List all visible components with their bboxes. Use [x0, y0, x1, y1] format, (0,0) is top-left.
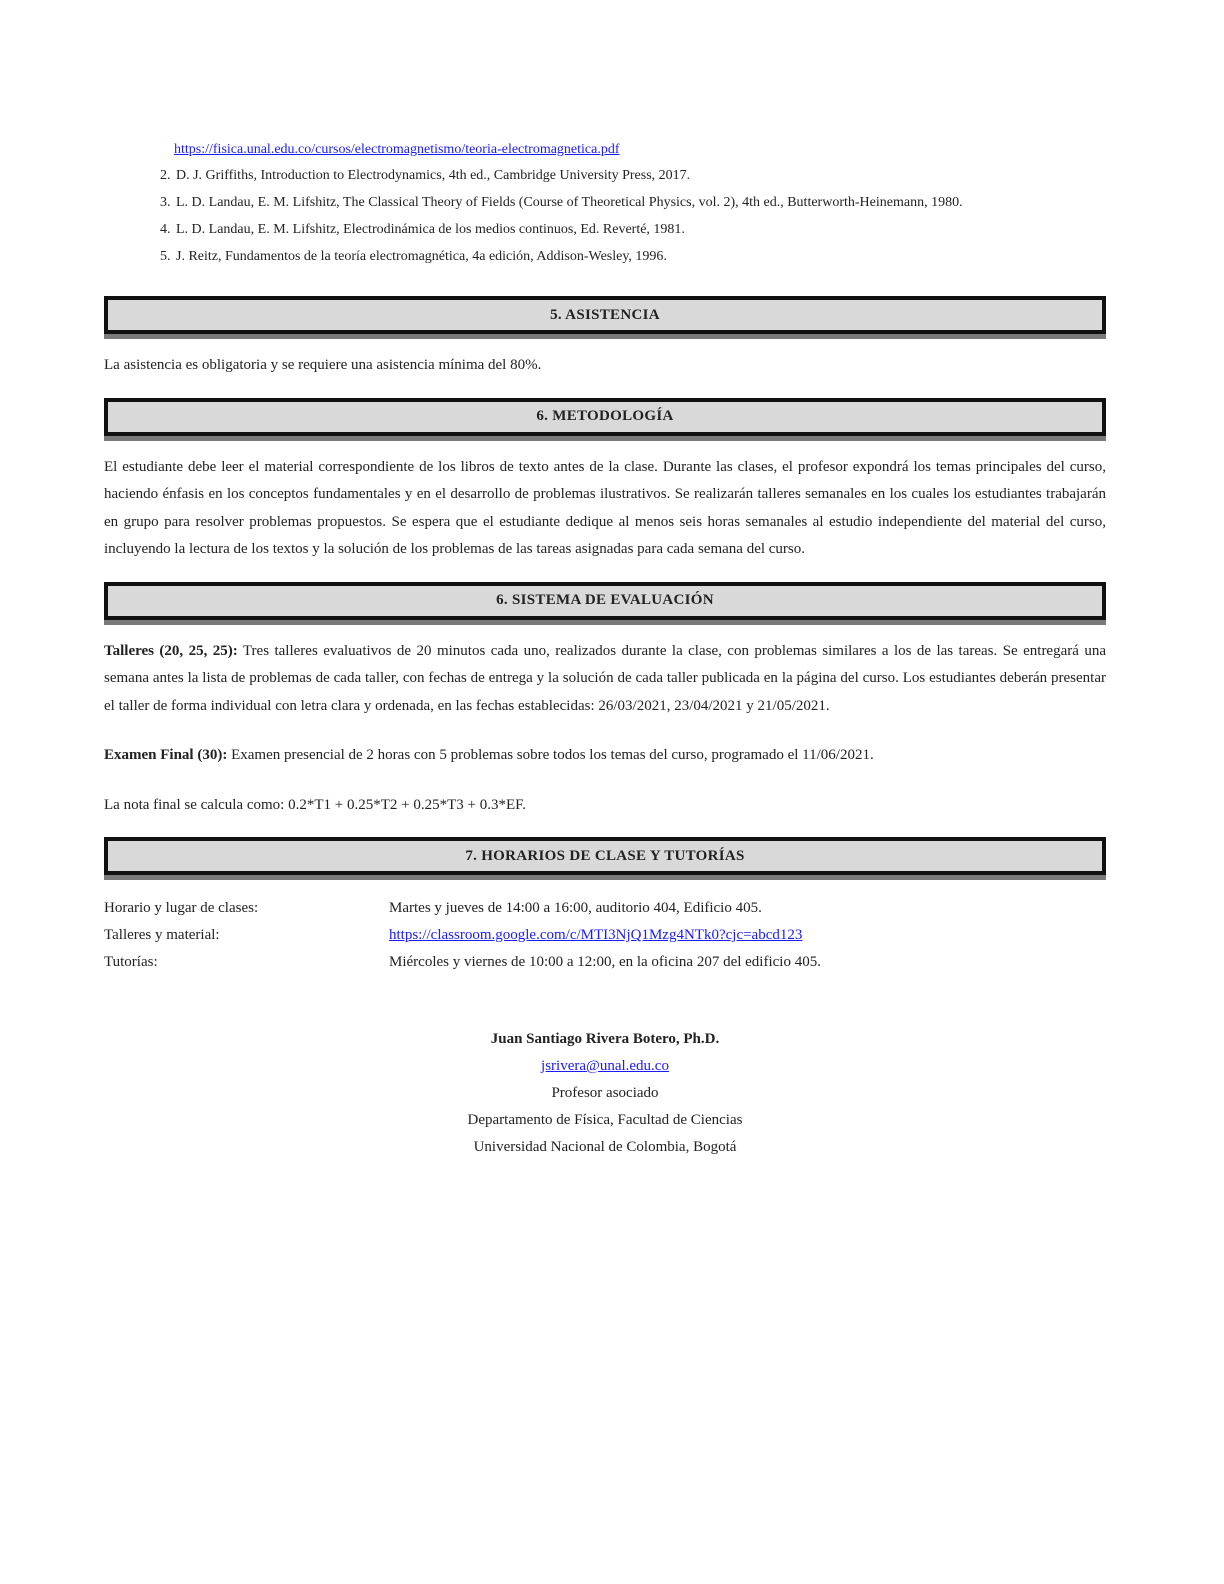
- schedule-label: Talleres y material:: [104, 927, 220, 943]
- evaluacion-text-2: Examen presencial de 2 horas con 5 problemas sobre todos los temas del curso, programado el 11/06/2021.: [227, 747, 874, 763]
- section-header-asistencia: [104, 296, 1106, 334]
- department: Departamento de Física, Facultad de Ciencias: [467, 1112, 743, 1128]
- reference-list: [104, 162, 1106, 270]
- section-title: 6. SISTEMA DE EVALUACIÓN: [496, 592, 714, 608]
- reference-link[interactable]: https://fisica.unal.edu.co/cursos/electromagnetismo/teoria-electromagnetica.pdf: [174, 142, 620, 157]
- reference-item: 3. L. D. Landau, E. M. Lifshitz, The Classical Theory of Fields (Course of Theoretical Physics, vol. 2), 4th ed., Butterworth-Heinemann, 1980.: [174, 189, 1106, 216]
- schedule-label: Horario y lugar de clases:: [104, 900, 259, 916]
- reference-item: 5. J. Reitz, Fundamentos de la teoría electromagnética, 4a edición, Addison-Wesley, 1996.: [174, 243, 1106, 270]
- metodologia-text: El estudiante debe leer el material correspondiente de los libros de texto antes de la clase. Durante las clases, el profesor expondrá los temas principales del curso, haciendo énfasis en los conceptos fundamentales y en el desarrollo de problemas ilustrativos. Se realizarán talleres semanales en los cuales los estudiantes trabajarán en grupo para resolver problemas propuestos. Se espera que el estudiante dedique al menos seis horas semanales al estudio independiente del material del curso, incluyendo la lectura de los textos y la solución de los problemas de las tareas asignadas para cada semana del curso.: [104, 458, 1106, 557]
- nota-final-text: La nota final se calcula como: 0.2*T1 + 0.25*T2 + 0.25*T3 + 0.3*EF.: [104, 796, 527, 813]
- schedule-table: [104, 895, 1106, 976]
- schedule-label: Tutorías:: [104, 954, 158, 970]
- reference-item: 2. D. J. Griffiths, Introduction to Electrodynamics, 4th ed., Cambridge University Press, 2017.: [174, 162, 1106, 189]
- evaluacion-label-1: Talleres (20, 25, 25):: [104, 642, 238, 659]
- document-page: [104, 140, 1106, 1161]
- section-title: 5. ASISTENCIA: [550, 306, 660, 323]
- schedule-row: [104, 949, 1106, 976]
- reference-item: 4. L. D. Landau, E. M. Lifshitz, Electrodinámica de los medios continuos, Ed. Reverté, 1981.: [174, 216, 1106, 243]
- asistencia-text: La asistencia es obligatoria y se requiere una asistencia mínima del 80%.: [104, 357, 542, 373]
- section-header-horarios: [104, 837, 1106, 875]
- email-link[interactable]: jsrivera@unal.edu.co: [541, 1058, 669, 1074]
- professor-name: Juan Santiago Rivera Botero, Ph.D.: [490, 1031, 720, 1047]
- evaluacion-text-1: Tres talleres evaluativos de 20 minutos cada uno, realizados durante la clase, con problemas similares a los de las tareas. Se entregará una semana antes la lista de problemas de cada taller, con fechas de entrega y la solución de cada taller publicada en la página del curso. Los estudiantes deberán presentar el taller de forma individual con letra clara y ordenada, en las fechas establecidas: 26/03/2021, 23/04/2021 y 21/05/2021.: [104, 642, 1106, 714]
- evaluacion-paragraph-1: [104, 638, 1106, 721]
- professor-role: Profesor asociado: [551, 1085, 659, 1101]
- evaluacion-label-2: Examen Final (30):: [104, 747, 228, 763]
- section-title: 6. METODOLOGÍA: [536, 408, 674, 424]
- classroom-link[interactable]: https://classroom.google.com/c/MTI3NjQ1Mzg4NTk0?cjc=abcd123: [389, 927, 803, 943]
- schedule-row: [104, 895, 1106, 922]
- university: Universidad Nacional de Colombia, Bogotá: [473, 1139, 737, 1155]
- schedule-value: Martes y jueves de 14:00 a 16:00, auditorio 404, Edificio 405.: [389, 900, 762, 916]
- section-title: 7. HORARIOS DE CLASE Y TUTORÍAS: [465, 847, 745, 864]
- signature-block: [104, 1026, 1106, 1161]
- evaluacion-paragraph-2: [104, 742, 1106, 770]
- schedule-row: [104, 922, 1106, 949]
- schedule-value: Miércoles y viernes de 10:00 a 12:00, en la oficina 207 del edificio 405.: [389, 954, 821, 970]
- section-header-evaluacion: [104, 582, 1106, 620]
- section-header-metodologia: [104, 398, 1106, 436]
